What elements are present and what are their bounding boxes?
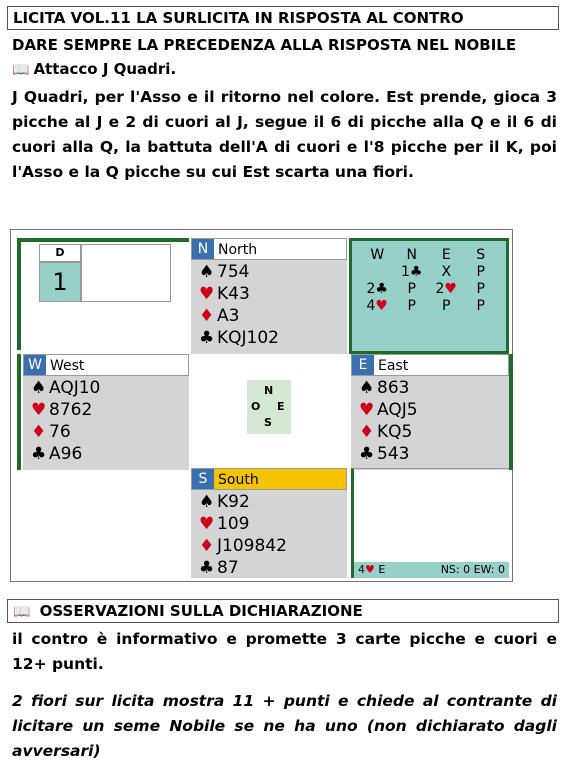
bid: P — [476, 281, 485, 297]
bid-header: E — [441, 247, 451, 263]
east-spades: 863 — [377, 378, 410, 398]
bidding-table — [360, 247, 498, 315]
south-cards — [191, 490, 347, 578]
heart-icon: ♥ — [359, 400, 375, 420]
east-hearts: AQJ5 — [377, 400, 418, 420]
bidding-row — [360, 264, 498, 281]
compass-e: E — [277, 400, 285, 413]
club-icon: ♣ — [199, 328, 215, 348]
bid: P — [407, 298, 416, 314]
heart-icon: ♥ — [199, 284, 215, 304]
spade-icon: ♠ — [199, 262, 215, 282]
observation-2: 2 fiori sur licita mostra 11 + punti e chiede al contrante di licitare un seme Nobile se ne ha uno (non dichiarato dagli avversari) — [12, 692, 557, 760]
heart-icon: ♥ — [199, 514, 215, 534]
bid: P — [442, 298, 451, 314]
south-name: South — [218, 472, 259, 488]
club-icon: ♣ — [359, 444, 375, 464]
bidding-row — [360, 298, 498, 315]
bid: X — [441, 264, 452, 280]
east-diamonds: KQ5 — [377, 422, 413, 442]
south-header — [191, 468, 347, 490]
green-border — [17, 238, 21, 350]
club-icon: ♣ — [31, 444, 47, 464]
north-cards — [191, 260, 347, 354]
bid: P — [476, 264, 485, 280]
spade-icon: ♠ — [199, 492, 215, 512]
diamond-icon: ♦ — [199, 536, 215, 556]
east-badge: E — [352, 355, 374, 375]
bid-header: S — [476, 247, 486, 263]
bid: 2♥ — [435, 281, 457, 297]
book-icon: 📖 — [13, 604, 31, 620]
north-header — [191, 238, 347, 260]
east-hand — [351, 354, 509, 470]
west-spades: AQJ10 — [49, 378, 101, 398]
diamond-icon: ♦ — [31, 422, 47, 442]
bid: 1♣ — [401, 264, 423, 280]
bidding-box — [349, 238, 509, 354]
west-diamonds: 76 — [49, 422, 71, 442]
south-clubs: 87 — [217, 558, 239, 578]
diamond-icon: ♦ — [359, 422, 375, 442]
board-number: 1 — [39, 262, 81, 302]
west-hearts: 8762 — [49, 400, 93, 420]
west-badge: W — [24, 355, 46, 375]
south-hearts: 109 — [217, 514, 250, 534]
north-clubs: KQJ102 — [217, 328, 279, 348]
lead-text: Attacco J Quadri. — [33, 60, 177, 78]
north-spades: 754 — [217, 262, 250, 282]
green-border — [17, 354, 21, 470]
lead-line — [12, 60, 176, 78]
bidding-row — [360, 281, 498, 298]
green-border — [509, 354, 513, 470]
south-hand — [191, 468, 347, 578]
heart-icon: ♥ — [31, 400, 47, 420]
heart-icon: ♥ — [365, 563, 375, 576]
board-extra-box — [81, 244, 171, 302]
book-icon: 📖 — [12, 62, 30, 78]
north-badge: N — [192, 239, 214, 259]
west-name: West — [50, 358, 85, 374]
club-icon: ♣ — [199, 558, 215, 578]
bridge-diagram — [10, 229, 513, 582]
compass-o: O — [251, 400, 261, 413]
south-badge: S — [192, 469, 214, 489]
north-hearts: K43 — [217, 284, 250, 304]
west-cards — [23, 376, 189, 470]
west-header — [23, 354, 189, 376]
result-box — [351, 468, 509, 578]
bid: 2♣ — [366, 281, 388, 297]
observation-1: il contro è informativo e promette 3 carte picche e cuori e 12+ punti. — [12, 630, 557, 673]
spade-icon: ♠ — [359, 378, 375, 398]
bid: 4♥ — [366, 298, 388, 314]
play-description: J Quadri, per l'Asso e il ritorno nel colore. Est prende, gioca 3 picche al J e 2 di cuori al J, segue il 6 di picche alla Q e il 6 di cuori alla Q, la battuta dell'A di cuori e l'8 picche per il K, poi l'Asso e la Q picche su cui Est scarta una fiori. — [12, 88, 557, 181]
north-diamonds: A3 — [217, 306, 240, 326]
bid: P — [476, 298, 485, 314]
green-border — [17, 238, 189, 242]
bid — [360, 264, 395, 281]
south-spades: K92 — [217, 492, 250, 512]
east-name: East — [378, 358, 409, 374]
north-name: North — [218, 242, 258, 258]
result-bar — [354, 562, 509, 578]
page-title: LICITA VOL.11 LA SURLICITA IN RISPOSTA AL CONTRO — [7, 6, 559, 30]
bid-header: N — [406, 247, 417, 263]
spade-icon: ♠ — [31, 378, 47, 398]
diamond-icon: ♦ — [199, 306, 215, 326]
contract: 4♥ E — [358, 563, 386, 576]
bid-header: W — [370, 247, 385, 263]
score: NS: 0 EW: 0 — [440, 563, 505, 576]
compass-n: N — [264, 384, 274, 397]
east-cards — [351, 376, 509, 470]
east-clubs: 543 — [377, 444, 410, 464]
subtitle: DARE SEMPRE LA PRECEDENZA ALLA RISPOSTA NEL NOBILE — [12, 36, 517, 54]
bidding-header-row — [360, 247, 498, 264]
bid: P — [407, 281, 416, 297]
east-header — [351, 354, 509, 376]
compass-s: S — [264, 416, 272, 429]
observations-title: 📖 OSSERVAZIONI SULLA DICHIARAZIONE — [7, 599, 559, 623]
board-info — [17, 238, 189, 350]
west-hand — [17, 354, 189, 470]
north-hand — [191, 238, 347, 354]
south-diamonds: J109842 — [217, 536, 287, 556]
compass — [247, 380, 291, 434]
dealer-label: D — [39, 244, 81, 262]
west-clubs: A96 — [49, 444, 83, 464]
